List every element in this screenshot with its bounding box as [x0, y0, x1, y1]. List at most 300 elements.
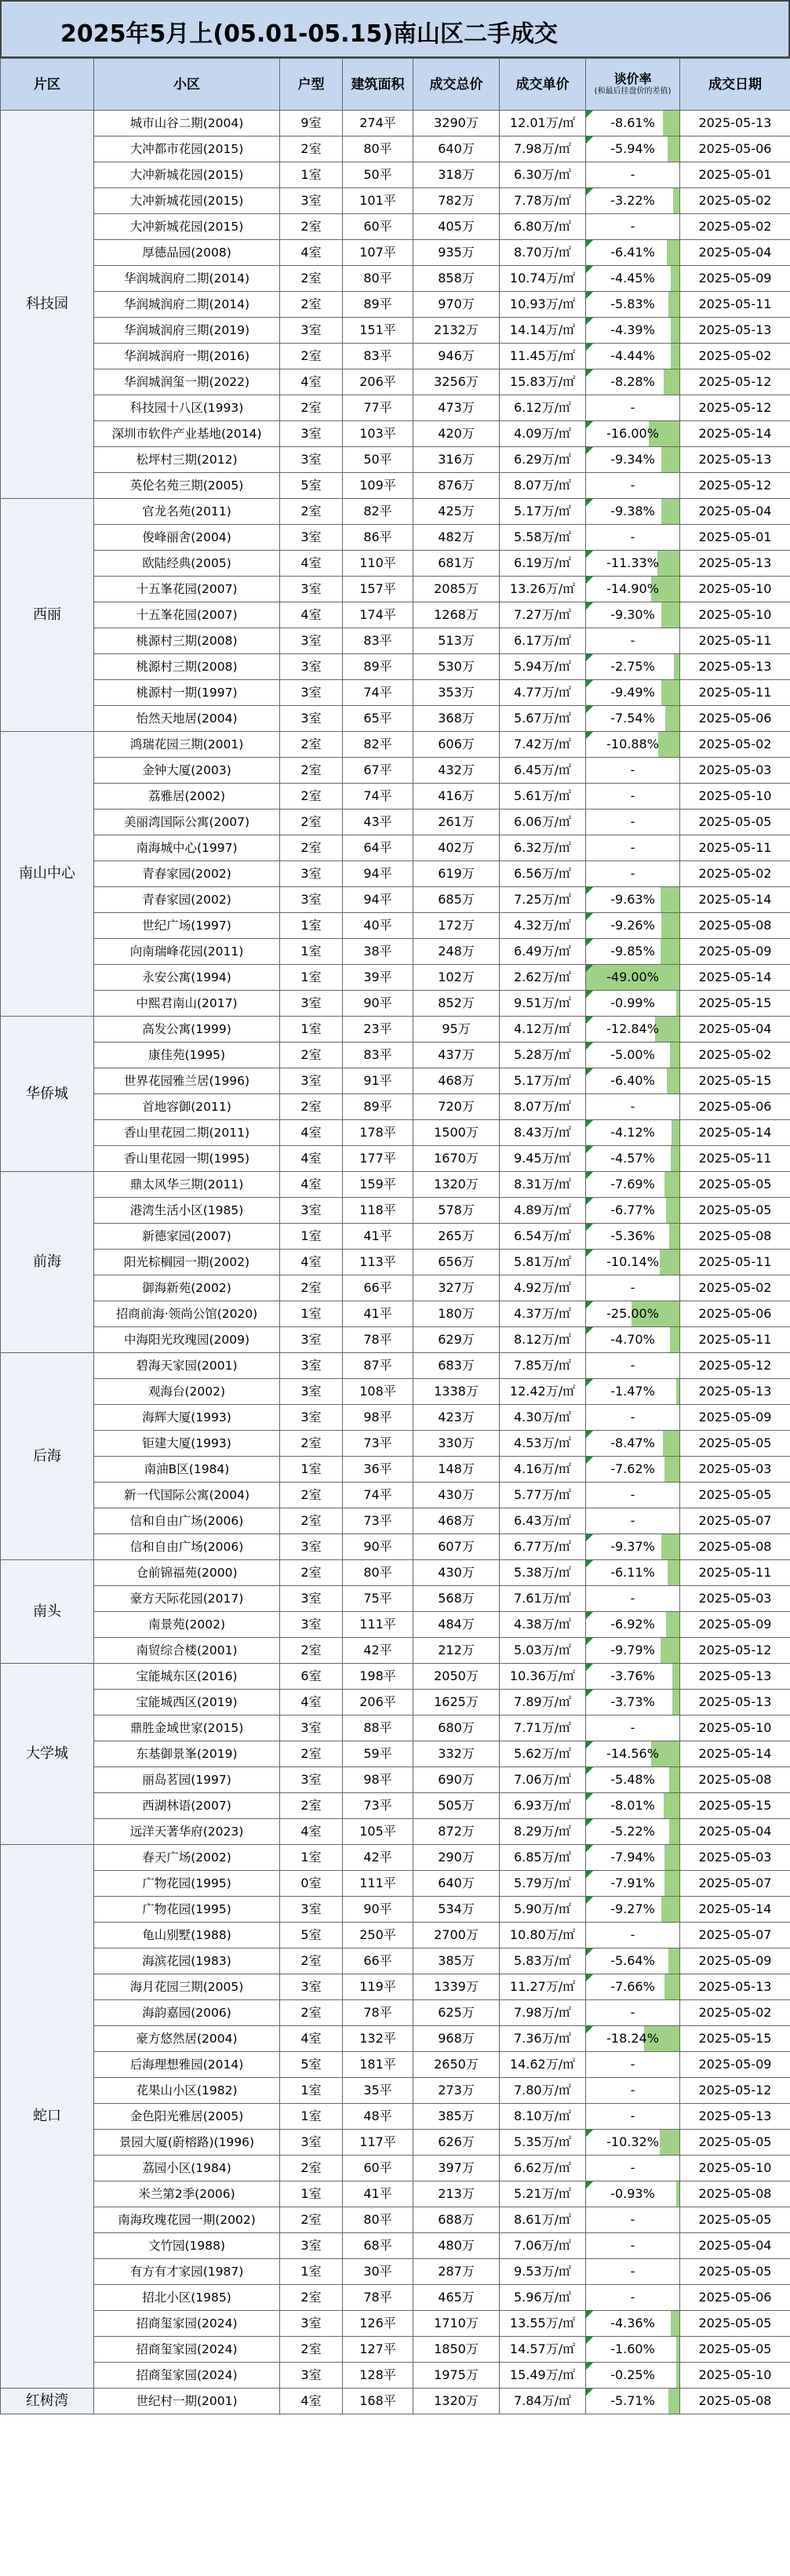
discount-value: -4.39% [610, 322, 655, 337]
community-cell: 西湖林语(2007) [94, 1793, 280, 1819]
table-header-row [1, 59, 790, 111]
table-row [1, 499, 790, 525]
unit-price-cell: 6.56万/㎡ [500, 861, 586, 887]
total-price-cell: 640万 [413, 136, 500, 162]
unit-price-cell: 4.12万/㎡ [500, 1017, 586, 1042]
discount-value: -5.22% [610, 1824, 655, 1839]
unit-price-cell: 6.12万/㎡ [500, 395, 586, 421]
district-cell: 南头 [1, 1560, 94, 1664]
layout-cell: 3室 [280, 680, 343, 706]
date-cell: 2025-05-04 [680, 1017, 790, 1042]
date-cell: 2025-05-05 [680, 2311, 790, 2337]
layout-cell: 3室 [280, 706, 343, 732]
discount-value: - [630, 814, 635, 829]
discount-bar [658, 732, 679, 757]
unit-price-cell: 7.06万/㎡ [500, 2233, 586, 2259]
discount-cell [586, 1431, 680, 1457]
unit-price-cell: 12.42万/㎡ [500, 1379, 586, 1405]
community-cell: 海月花园三期(2005) [94, 1974, 280, 2000]
area-cell: 74平 [343, 784, 413, 810]
community-cell: 南景苑(2002) [94, 1612, 280, 1638]
discount-bar [660, 1250, 679, 1275]
community-cell: 观海台(2002) [94, 1379, 280, 1405]
layout-cell: 2室 [280, 292, 343, 318]
unit-price-cell: 4.53万/㎡ [500, 1431, 586, 1457]
discount-marker-icon [586, 2337, 593, 2344]
area-cell: 178平 [343, 1120, 413, 1146]
total-price-cell: 1670万 [413, 1146, 500, 1172]
total-price-cell: 607万 [413, 1534, 500, 1560]
date-cell: 2025-05-10 [680, 2156, 790, 2181]
discount-cell [586, 913, 680, 939]
total-price-cell: 287万 [413, 2259, 500, 2285]
discount-cell [586, 525, 680, 551]
layout-cell: 2室 [280, 732, 343, 758]
total-price-cell: 534万 [413, 1897, 500, 1923]
area-cell: 42平 [343, 1638, 413, 1664]
discount-bar [664, 1974, 679, 1999]
district-cell: 南山中心 [1, 732, 94, 1017]
discount-cell [586, 395, 680, 421]
unit-price-cell: 7.27万/㎡ [500, 602, 586, 628]
area-cell: 83平 [343, 628, 413, 654]
unit-price-cell: 7.84万/㎡ [500, 2389, 586, 2414]
date-cell: 2025-05-02 [680, 214, 790, 240]
layout-cell: 3室 [280, 1974, 343, 2000]
table-row [1, 706, 790, 732]
layout-cell: 2室 [280, 1042, 343, 1068]
date-cell: 2025-05-09 [680, 2052, 790, 2078]
district-cell: 大学城 [1, 1664, 94, 1845]
total-price-cell: 2132万 [413, 318, 500, 344]
date-cell: 2025-05-04 [680, 240, 790, 266]
district-cell: 西丽 [1, 499, 94, 732]
date-cell: 2025-05-05 [680, 2259, 790, 2285]
discount-marker-icon [586, 1327, 593, 1334]
table-row [1, 1974, 790, 2000]
discount-cell [586, 1327, 680, 1353]
table-row [1, 2026, 790, 2052]
discount-value: - [630, 2083, 635, 2098]
community-cell: 金色阳光雅居(2005) [94, 2104, 280, 2130]
layout-cell: 3室 [280, 1897, 343, 1923]
discount-bar [676, 2363, 679, 2388]
community-cell: 高发公寓(1999) [94, 1017, 280, 1042]
total-price-cell: 484万 [413, 1612, 500, 1638]
community-cell: 桃源村三期(2008) [94, 654, 280, 680]
area-cell: 41平 [343, 2181, 413, 2207]
unit-price-cell: 10.80万/㎡ [500, 1923, 586, 1948]
total-price-cell: 468万 [413, 1068, 500, 1094]
table-row [1, 2052, 790, 2078]
area-cell: 82平 [343, 499, 413, 525]
discount-bar [668, 136, 679, 162]
community-cell: 世界花园雅兰居(1996) [94, 1068, 280, 1094]
area-cell: 75平 [343, 1586, 413, 1612]
area-cell: 86平 [343, 525, 413, 551]
unit-price-cell: 4.77万/㎡ [500, 680, 586, 706]
total-price-cell: 480万 [413, 2233, 500, 2259]
total-price-cell: 2650万 [413, 2052, 500, 2078]
table-row [1, 2181, 790, 2207]
date-cell: 2025-05-10 [680, 1716, 790, 1741]
area-cell: 250平 [343, 1923, 413, 1948]
area-cell: 73平 [343, 1508, 413, 1534]
unit-price-cell: 10.74万/㎡ [500, 266, 586, 292]
area-cell: 48平 [343, 2104, 413, 2130]
date-cell: 2025-05-08 [680, 1224, 790, 1250]
discount-marker-icon [586, 1224, 593, 1231]
unit-price-cell: 5.83万/㎡ [500, 1948, 586, 1974]
area-cell: 111平 [343, 1871, 413, 1897]
discount-marker-icon [586, 1948, 593, 1956]
discount-cell [586, 628, 680, 654]
unit-price-cell: 7.06万/㎡ [500, 1767, 586, 1793]
community-cell: 港湾生活小区(1985) [94, 1198, 280, 1224]
table-row [1, 1094, 790, 1120]
discount-cell [586, 1457, 680, 1483]
community-cell: 厚德品园(2008) [94, 240, 280, 266]
discount-value: - [630, 1280, 635, 1295]
layout-cell: 2室 [280, 784, 343, 810]
discount-value: -6.40% [610, 1073, 655, 1088]
discount-marker-icon [586, 577, 593, 584]
table-row [1, 2104, 790, 2130]
unit-price-cell: 8.70万/㎡ [500, 240, 586, 266]
layout-cell: 1室 [280, 965, 343, 991]
discount-bar [672, 1120, 679, 1145]
discount-cell [586, 1845, 680, 1871]
table-row [1, 1793, 790, 1819]
date-cell: 2025-05-02 [680, 1042, 790, 1068]
layout-cell: 0室 [280, 1871, 343, 1897]
table-row [1, 2233, 790, 2259]
total-price-cell: 212万 [413, 1638, 500, 1664]
discount-value: -18.24% [606, 2031, 659, 2046]
community-cell: 中海阳光玫瑰园(2009) [94, 1327, 280, 1353]
discount-cell [586, 1534, 680, 1560]
discount-cell [586, 706, 680, 732]
total-price-cell: 416万 [413, 784, 500, 810]
table-row [1, 1508, 790, 1534]
total-price-cell: 423万 [413, 1405, 500, 1431]
total-price-cell: 425万 [413, 499, 500, 525]
area-cell: 101平 [343, 188, 413, 214]
discount-cell [586, 1275, 680, 1301]
community-cell: 招商前海·领尚公馆(2020) [94, 1301, 280, 1327]
discount-cell [586, 1508, 680, 1534]
discount-value: -9.37% [610, 1539, 655, 1554]
layout-cell: 2室 [280, 136, 343, 162]
total-price-cell: 530万 [413, 654, 500, 680]
discount-marker-icon [586, 1664, 593, 1671]
table-row [1, 136, 790, 162]
unit-price-cell: 7.25万/㎡ [500, 887, 586, 913]
layout-cell: 2室 [280, 1508, 343, 1534]
table-row [1, 240, 790, 266]
community-cell: 荔园小区(1984) [94, 2156, 280, 2181]
discount-cell [586, 1301, 680, 1327]
discount-bar [673, 188, 679, 213]
discount-value: -0.93% [610, 2186, 655, 2201]
discount-value: - [630, 2005, 635, 2020]
discount-marker-icon [586, 1379, 593, 1386]
date-cell: 2025-05-05 [680, 1431, 790, 1457]
discount-marker-icon [586, 1457, 593, 1464]
discount-marker-icon [586, 1819, 593, 1826]
total-price-cell: 946万 [413, 344, 500, 369]
total-price-cell: 619万 [413, 861, 500, 887]
discount-value: - [630, 840, 635, 855]
total-price-cell: 1850万 [413, 2337, 500, 2363]
discount-bar [661, 913, 679, 938]
layout-cell: 5室 [280, 473, 343, 499]
date-cell: 2025-05-13 [680, 2104, 790, 2130]
discount-value: -14.90% [606, 581, 659, 596]
table-row [1, 1301, 790, 1327]
unit-price-cell: 5.67万/㎡ [500, 706, 586, 732]
total-price-cell: 1320万 [413, 2389, 500, 2414]
community-cell: 招商玺家园(2024) [94, 2337, 280, 2363]
community-cell: 海辉大厦(1993) [94, 1405, 280, 1431]
table-row [1, 1353, 790, 1379]
community-cell: 华润城润府三期(2019) [94, 318, 280, 344]
discount-bar [661, 602, 679, 628]
layout-cell: 1室 [280, 2181, 343, 2207]
date-cell: 2025-05-08 [680, 2181, 790, 2207]
discount-value: -1.60% [610, 2341, 655, 2356]
area-cell: 90平 [343, 1897, 413, 1923]
community-cell: 新一代国际公寓(2004) [94, 1483, 280, 1508]
community-cell: 后海理想雅园(2014) [94, 2052, 280, 2078]
discount-cell [586, 344, 680, 369]
table-row [1, 1560, 790, 1586]
date-cell: 2025-05-03 [680, 758, 790, 784]
area-cell: 60平 [343, 214, 413, 240]
layout-cell: 1室 [280, 1017, 343, 1042]
layout-cell: 3室 [280, 318, 343, 344]
discount-cell [586, 1120, 680, 1146]
discount-cell [586, 551, 680, 577]
total-price-cell: 2085万 [413, 577, 500, 602]
discount-cell [586, 473, 680, 499]
community-cell: 青春家园(2002) [94, 861, 280, 887]
discount-value: - [630, 167, 635, 182]
discount-cell [586, 1094, 680, 1120]
discount-bar [664, 369, 679, 395]
table-row [1, 2311, 790, 2337]
area-cell: 38平 [343, 939, 413, 965]
discount-value: - [630, 1513, 635, 1528]
header-total-price: 成交总价 [413, 59, 500, 111]
community-cell: 新德家园(2007) [94, 1224, 280, 1250]
discount-cell [586, 1405, 680, 1431]
total-price-cell: 261万 [413, 810, 500, 835]
community-cell: 海韵嘉园(2006) [94, 2000, 280, 2026]
unit-price-cell: 12.01万/㎡ [500, 111, 586, 136]
table-row [1, 758, 790, 784]
total-price-cell: 1710万 [413, 2311, 500, 2337]
discount-cell [586, 2156, 680, 2181]
area-cell: 64平 [343, 835, 413, 861]
community-cell: 鼎胜金域世家(2015) [94, 1716, 280, 1741]
date-cell: 2025-05-14 [680, 1741, 790, 1767]
discount-cell [586, 2026, 680, 2052]
discount-bar [661, 1897, 679, 1922]
layout-cell: 2室 [280, 1793, 343, 1819]
discount-value: -7.54% [610, 711, 655, 726]
layout-cell: 2室 [280, 1948, 343, 1974]
discount-bar [664, 1871, 679, 1896]
unit-price-cell: 13.26万/㎡ [500, 577, 586, 602]
date-cell: 2025-05-05 [680, 2207, 790, 2233]
unit-price-cell: 8.61万/㎡ [500, 2207, 586, 2233]
layout-cell: 3室 [280, 577, 343, 602]
discount-value: -7.69% [610, 1177, 655, 1192]
total-price-cell: 858万 [413, 266, 500, 292]
table-row [1, 2078, 790, 2104]
total-price-cell: 316万 [413, 447, 500, 473]
unit-price-cell: 6.29万/㎡ [500, 447, 586, 473]
discount-cell [586, 577, 680, 602]
table-row [1, 1638, 790, 1664]
unit-price-cell: 6.93万/㎡ [500, 1793, 586, 1819]
community-cell: 青春家园(2002) [94, 887, 280, 913]
discount-bar [671, 266, 679, 291]
discount-cell [586, 2130, 680, 2156]
area-cell: 30平 [343, 2259, 413, 2285]
layout-cell: 3室 [280, 1534, 343, 1560]
table-row [1, 1120, 790, 1146]
community-cell: 科技园十八区(1993) [94, 395, 280, 421]
area-cell: 41平 [343, 1301, 413, 1327]
layout-cell: 4室 [280, 240, 343, 266]
discount-marker-icon [586, 1146, 593, 1153]
discount-value: -9.63% [610, 892, 655, 907]
unit-price-cell: 6.62万/㎡ [500, 2156, 586, 2181]
area-cell: 60平 [343, 2156, 413, 2181]
unit-price-cell: 8.10万/㎡ [500, 2104, 586, 2130]
area-cell: 94平 [343, 887, 413, 913]
layout-cell: 1室 [280, 162, 343, 188]
layout-cell: 4室 [280, 1172, 343, 1198]
discount-cell [586, 240, 680, 266]
discount-cell [586, 1638, 680, 1664]
area-cell: 74平 [343, 1483, 413, 1508]
total-price-cell: 430万 [413, 1483, 500, 1508]
table-row [1, 2363, 790, 2389]
date-cell: 2025-05-13 [680, 1690, 790, 1716]
area-cell: 87平 [343, 1353, 413, 1379]
community-cell: 有方有才家园(1987) [94, 2259, 280, 2285]
unit-price-cell: 6.85万/㎡ [500, 1845, 586, 1871]
community-cell: 招商玺家园(2024) [94, 2363, 280, 2389]
unit-price-cell: 6.19万/㎡ [500, 551, 586, 577]
layout-cell: 2室 [280, 1483, 343, 1508]
discount-marker-icon [586, 680, 593, 687]
district-cell: 后海 [1, 1353, 94, 1560]
date-cell: 2025-05-10 [680, 2363, 790, 2389]
total-price-cell: 872万 [413, 1819, 500, 1845]
area-cell: 132平 [343, 2026, 413, 2052]
unit-price-cell: 5.81万/㎡ [500, 1250, 586, 1275]
discount-value: - [630, 2264, 635, 2279]
layout-cell: 3室 [280, 525, 343, 551]
table-row [1, 887, 790, 913]
area-cell: 98平 [343, 1405, 413, 1431]
discount-marker-icon [586, 1845, 593, 1852]
discount-cell [586, 602, 680, 628]
table-row [1, 2259, 790, 2285]
discount-cell [586, 835, 680, 861]
date-cell: 2025-05-06 [680, 1301, 790, 1327]
unit-price-cell: 6.77万/㎡ [500, 1534, 586, 1560]
community-cell: 中熙君南山(2017) [94, 991, 280, 1017]
total-price-cell: 353万 [413, 680, 500, 706]
discount-value: -9.85% [610, 944, 655, 959]
area-cell: 66平 [343, 1948, 413, 1974]
layout-cell: 1室 [280, 2078, 343, 2104]
discount-value: - [630, 788, 635, 803]
unit-price-cell: 6.45万/㎡ [500, 758, 586, 784]
table-row [1, 1845, 790, 1871]
discount-bar [669, 1767, 679, 1792]
table-row [1, 1690, 790, 1716]
area-cell: 181平 [343, 2052, 413, 2078]
date-cell: 2025-05-03 [680, 1457, 790, 1483]
unit-price-cell: 10.93万/㎡ [500, 292, 586, 318]
layout-cell: 2室 [280, 758, 343, 784]
unit-price-cell: 5.96万/㎡ [500, 2285, 586, 2311]
discount-value: - [630, 1410, 635, 1424]
area-cell: 80平 [343, 2207, 413, 2233]
layout-cell: 2室 [280, 2156, 343, 2181]
layout-cell: 3室 [280, 1767, 343, 1793]
community-cell: 信和自由广场(2006) [94, 1534, 280, 1560]
header-discount-label: 谈价率 [613, 71, 652, 86]
discount-marker-icon [586, 240, 593, 247]
layout-cell: 1室 [280, 1845, 343, 1871]
discount-value: -5.36% [610, 1228, 655, 1243]
discount-cell [586, 421, 680, 447]
discount-marker-icon [586, 188, 593, 195]
unit-price-cell: 4.37万/㎡ [500, 1301, 586, 1327]
date-cell: 2025-05-02 [680, 2000, 790, 2026]
discount-value: - [630, 1591, 635, 1606]
community-cell: 英伦名苑三期(2005) [94, 473, 280, 499]
total-price-cell: 1625万 [413, 1690, 500, 1716]
layout-cell: 2室 [280, 1638, 343, 1664]
table-row [1, 1405, 790, 1431]
discount-marker-icon [586, 1767, 593, 1774]
discount-marker-icon [586, 887, 593, 894]
total-price-cell: 1500万 [413, 1120, 500, 1146]
date-cell: 2025-05-08 [680, 913, 790, 939]
discount-bar [676, 991, 679, 1016]
discount-cell [586, 732, 680, 758]
discount-marker-icon [586, 1690, 593, 1697]
table-row [1, 1224, 790, 1250]
date-cell: 2025-05-01 [680, 525, 790, 551]
discount-marker-icon [586, 913, 593, 920]
layout-cell: 1室 [280, 939, 343, 965]
discount-cell [586, 2285, 680, 2311]
discount-marker-icon [586, 499, 593, 506]
layout-cell: 3室 [280, 1327, 343, 1353]
discount-cell [586, 1664, 680, 1690]
discount-marker-icon [586, 318, 593, 325]
layout-cell: 3室 [280, 1379, 343, 1405]
